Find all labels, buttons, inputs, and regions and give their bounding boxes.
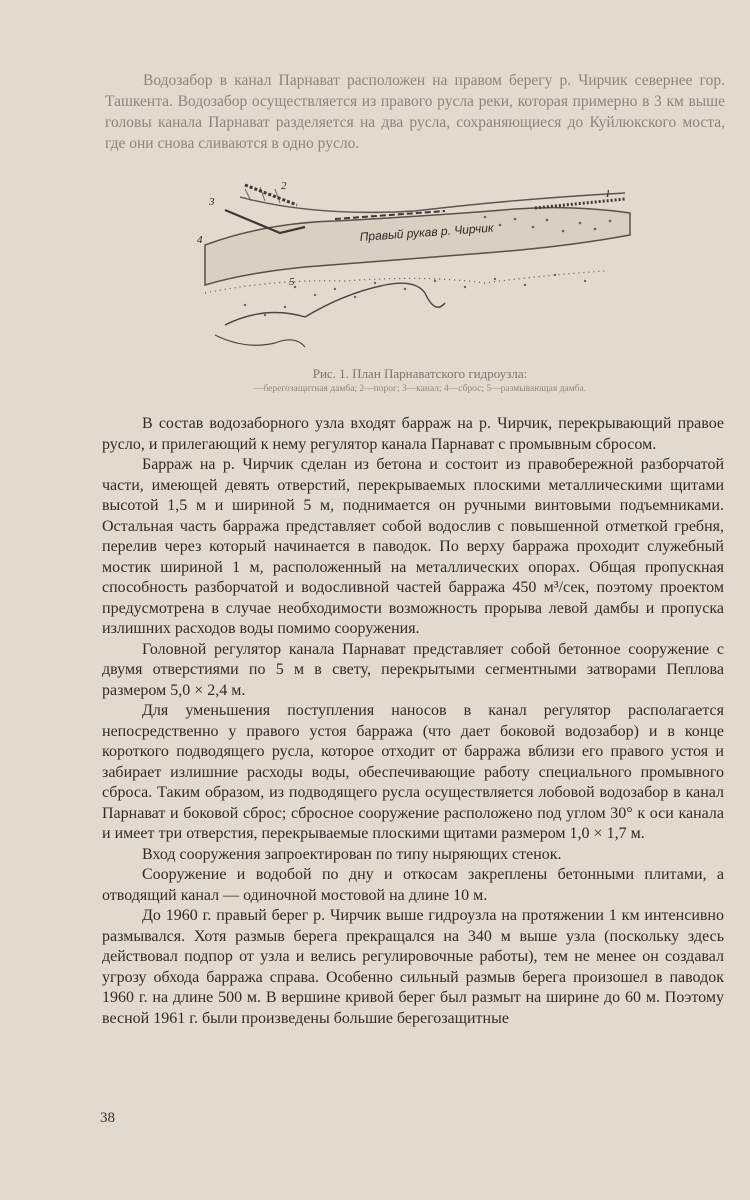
paragraph: Барраж на р. Чирчик сделан из бетона и состоит из правобережной разборчатой части, имеющей девять отверстий, перекрываемых плоскими металлическими щитами высотой 1,5 м и шириной 5 м, поднимается он ручными винтовыми подъемниками. Остальная часть барража представляет собой водослив с повышенной отметкой гребня, перелив через который начинается в паводок. По верху барража проходит служебный мостик шириной 1 м, расположенный на металлических опорах. Общая пропускная способность разборчатой и водосливной частей барража 450 м³/сек, поэтому проектом предусмотрена в случае необходимости возможность прорыва левой дамбы и пропуска излишних расходов воды помимо сооружения. bbox=[102, 456, 724, 637]
figure-legend: —берегозащитная дамба; 2—порог; 3—канал; 4—сброс; 5—размывающая дамба. bbox=[253, 384, 587, 394]
intro-paragraph: Водозабор в канал Парнават расположен на правом берегу р. Чирчик севернее гор. Ташкента. Водозабор осуществляется из правого русла реки, которая примерно в 3 км выше головы канала Парнават разделяется на два русла, сохраняющиеся до Куйлюкского моста, где они снова сливаются в одно русло. bbox=[105, 72, 725, 152]
marker-1: 1 bbox=[605, 188, 611, 200]
page-number: 38 bbox=[100, 1110, 115, 1126]
paragraph: До 1960 г. правый берег р. Чирчик выше гидроузла на протяжении 1 км интенсивно размывался. Хотя размыв берега прекращался на 340 м выше узла (поскольку здесь действовал подпор от узла и велись регулировочные работы), тем не менее он создавал угрозу обхода барража справа. Особенно сильный размыв берега произошел в паводок 1960 г. на длине 500 м. В вершине кривой берег был размыт на ширине до 60 м. Поэтому весной 1961 г. были произведены большие берегозащитные bbox=[102, 907, 724, 1027]
marker-2: 2 bbox=[281, 180, 287, 192]
site-plan-figure bbox=[185, 175, 645, 365]
marker-5: 5 bbox=[289, 276, 295, 288]
paragraph: Вход сооружения запроектирован по типу ныряющих стенок. bbox=[142, 845, 562, 863]
marker-4: 4 bbox=[197, 234, 203, 246]
paragraph: В состав водозаборного узла входят барраж на р. Чирчик, перекрывающий правое русло, и прилегающий к нему регулятор канала Парнават с промывным сбросом. bbox=[102, 415, 724, 453]
paragraph: Головной регулятор канала Парнават представляет собой бетонное сооружение с двумя отверстиями по 5 м в свету, перекрытыми сегментными затворами Пеплова размером 5,0 × 2,4 м. bbox=[102, 640, 724, 699]
site-plan-drawing bbox=[185, 175, 645, 365]
intro-text bbox=[105, 70, 725, 154]
body-text bbox=[102, 414, 724, 1029]
figure-caption: Рис. 1. План Парнаватского гидроузла: bbox=[312, 366, 528, 381]
paragraph: Для уменьшения поступления наносов в канал регулятор располагается непосредственно у правого устоя барража (что дает боковой водозабор) и в конце короткого подводящего русла, которое отходит от барража вблизи его правого устоя и забирает излишние расходы воды, обеспечивающие работу специального промывного сброса. Таким образом, из подводящего русла осуществляется лобовой водозабор в канал Парнават и боковой сброс; сбросное сооружение расположено под углом 30° к оси канала и имеет три отверстия, перекрываемые плоскими щитами размером 1,0 × 1,7 м. bbox=[102, 702, 724, 842]
river-label: Правый рукав р. Чирчик bbox=[359, 220, 495, 244]
paragraph: Сооружение и водобой по дну и откосам закреплены бетонными плитами, а отводящий канал — одиночной мостовой на длине 10 м. bbox=[102, 866, 724, 904]
marker-3: 3 bbox=[209, 196, 215, 208]
